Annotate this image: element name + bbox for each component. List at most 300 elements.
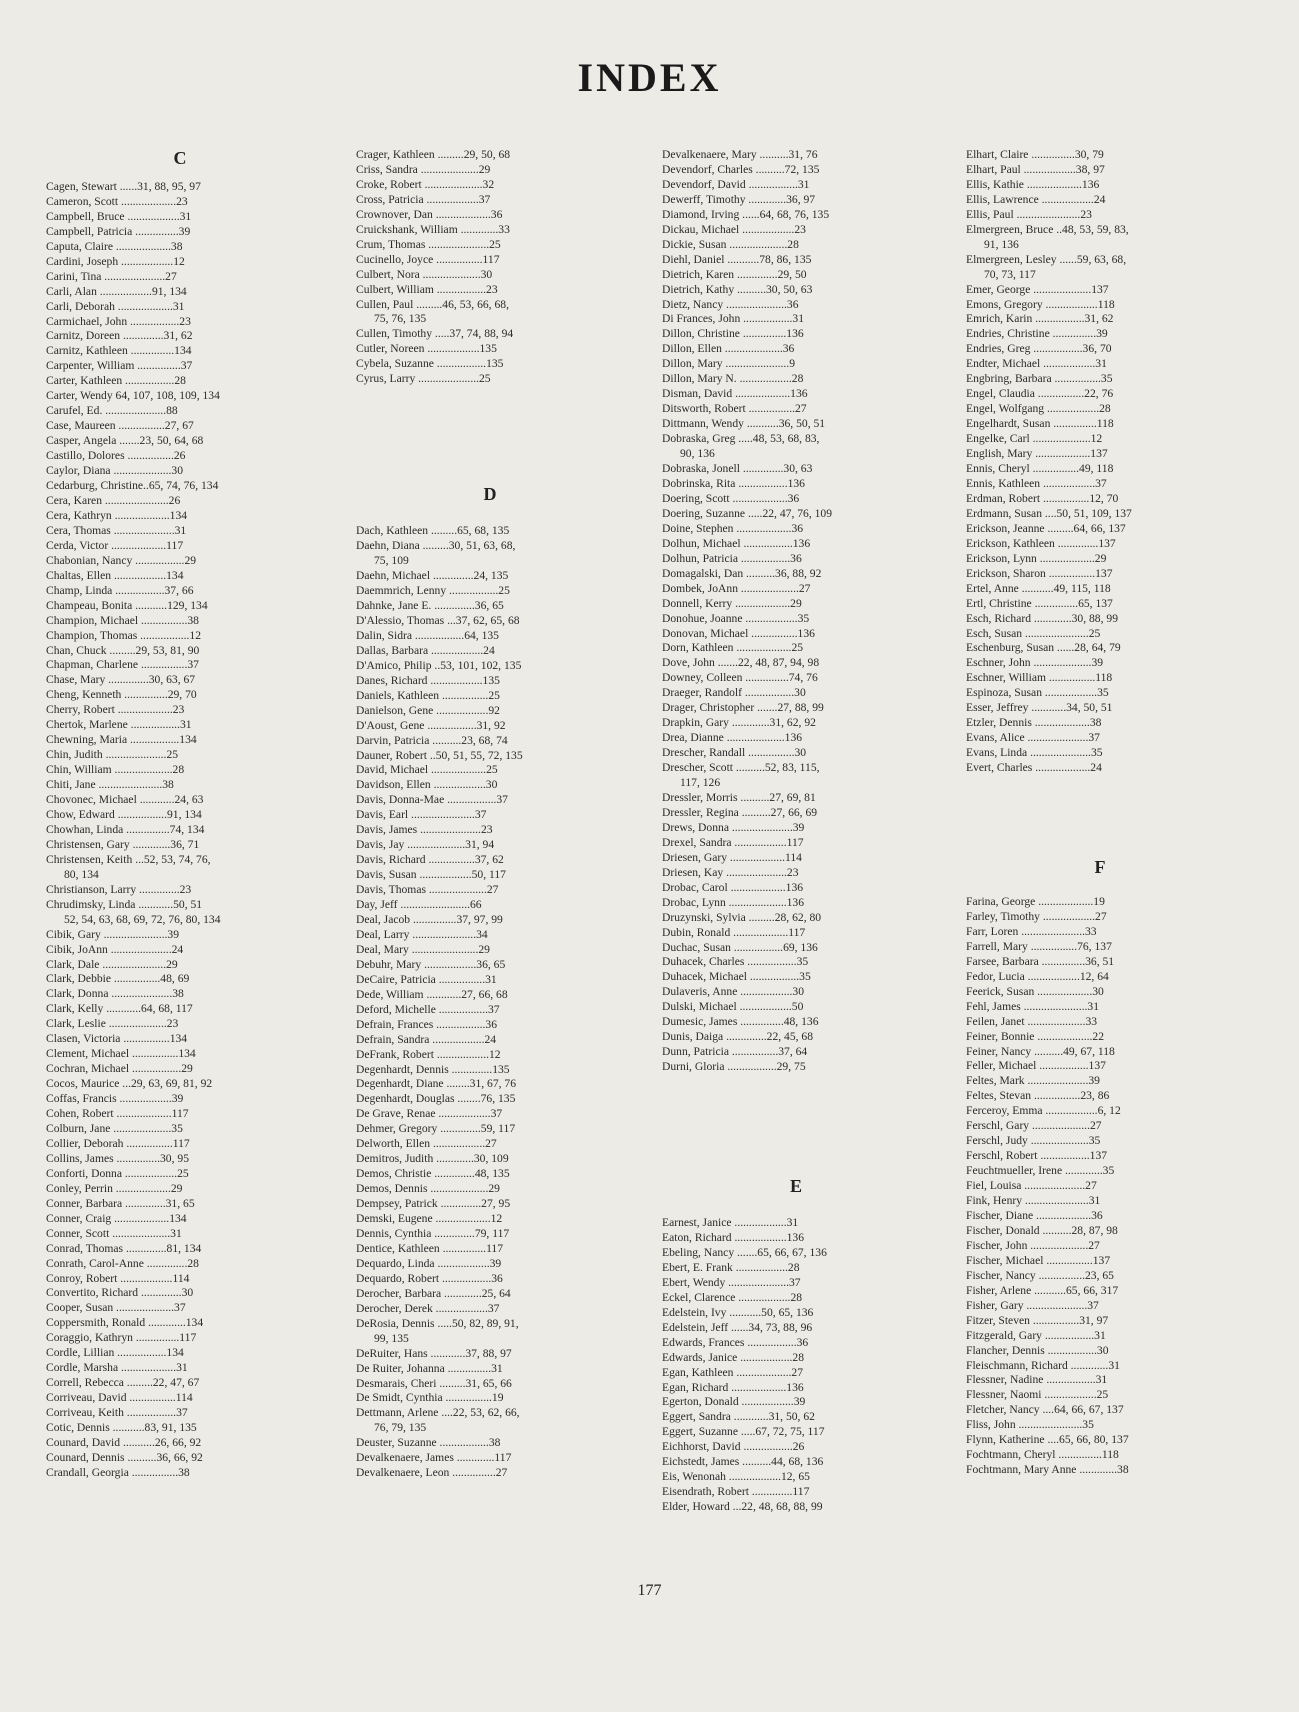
index-entry: Dach, Kathleen .........65, 68, 135 xyxy=(356,524,510,538)
index-entry: Cutler, Noreen ..................135 xyxy=(356,342,497,356)
index-entry: Cordle, Marsha ...................31 xyxy=(46,1361,188,1375)
index-entry: Chiti, Jane ......................38 xyxy=(46,778,174,792)
index-entry: Champeau, Bonita ...........129, 134 xyxy=(46,598,208,612)
index-entry: Conrad, Thomas ..............81, 134 xyxy=(46,1241,202,1255)
index-entry: Fisher, Gary .....................37 xyxy=(966,1298,1099,1312)
index-entry: Farina, George ...................19 xyxy=(966,894,1105,908)
index-entry: D'Amico, Philip ..53, 101, 102, 135 xyxy=(356,658,522,672)
index-entry: Caylor, Diana ....................30 xyxy=(46,464,184,478)
index-entry: Colburn, Jane ....................35 xyxy=(46,1122,183,1135)
index-entry: Eschner, John ....................39 xyxy=(966,656,1104,670)
index-column-2 xyxy=(356,148,624,1481)
index-entry: Fitzgerald, Gary .................31 xyxy=(966,1328,1106,1342)
index-entry: Chow, Edward .................91, 134 xyxy=(46,807,202,821)
index-entry: Espinoza, Susan ..................35 xyxy=(966,686,1109,700)
index-entry: Emer, George ....................137 xyxy=(966,282,1109,296)
index-entry: Davidson, Ellen ..................30 xyxy=(356,778,498,792)
index-entry: Drapkin, Gary .............31, 62, 92 xyxy=(662,716,816,730)
index-entry: Devendorf, Charles ..........72, 135 xyxy=(662,162,820,176)
index-entry: Farr, Loren ......................33 xyxy=(966,924,1097,938)
index-entry: Criss, Sandra ....................29 xyxy=(356,162,491,176)
index-entry: Carnitz, Kathleen ...............134 xyxy=(46,344,192,358)
index-entry-continuation: 90, 136 xyxy=(680,447,715,461)
index-entry: Etzler, Dennis ...................38 xyxy=(966,716,1102,730)
index-entry: Eggert, Suzanne .....67, 72, 75, 117 xyxy=(662,1425,825,1439)
index-entry: Cerda, Victor ...................117 xyxy=(46,538,184,552)
index-entry: Diehl, Daniel ...........78, 86, 135 xyxy=(662,252,812,266)
index-entry: Dickau, Michael ..................23 xyxy=(662,222,806,236)
index-entry: Cocos, Maurice ...29, 63, 69, 81, 92 xyxy=(46,1077,213,1091)
index-entry: Defrain, Frances .................36 xyxy=(356,1017,498,1031)
index-entry: Evans, Alice .....................37 xyxy=(966,731,1100,745)
index-entry: Doering, Scott ...................36 xyxy=(662,491,800,505)
index-entry: Dobraska, Greg .....48, 53, 68, 83, xyxy=(662,432,820,446)
index-entry: Dobraska, Jonell ..............30, 63 xyxy=(662,462,813,476)
index-entry: Fischer, Michael ................137 xyxy=(966,1253,1111,1267)
index-entry: Fischer, Donald ..........28, 87, 98 xyxy=(966,1223,1118,1237)
index-entry: Dressler, Morris ..........27, 69, 81 xyxy=(662,790,816,804)
index-entry: Esch, Susan ......................25 xyxy=(966,626,1101,640)
index-entry: Doering, Suzanne .....22, 47, 76, 109 xyxy=(662,506,833,520)
index-entry: Fischer, Nancy ................23, 65 xyxy=(966,1268,1114,1282)
index-entry: Fletcher, Nancy ....64, 66, 67, 137 xyxy=(966,1403,1124,1417)
index-entry: Farrell, Mary ................76, 137 xyxy=(966,939,1112,953)
index-entry: Donovan, Michael ................136 xyxy=(662,626,815,640)
index-entry: Eichhorst, David .................26 xyxy=(662,1440,805,1454)
index-entry: Clark, Debbie ................48, 69 xyxy=(46,972,190,986)
index-entry: Feller, Michael .................137 xyxy=(966,1059,1106,1073)
index-entry: Degenhardt, Douglas ........76, 135 xyxy=(356,1092,516,1106)
index-entry: Drexel, Sandra ..................117 xyxy=(662,835,804,849)
index-entry: Corriveau, David ................114 xyxy=(46,1391,193,1405)
index-entry: Cullen, Paul .........46, 53, 66, 68, xyxy=(356,297,509,311)
index-entry: Feiner, Nancy ..........49, 67, 118 xyxy=(966,1044,1115,1058)
index-entry: Evans, Linda .....................35 xyxy=(966,746,1103,760)
index-entry-continuation: 80, 134 xyxy=(64,867,99,881)
index-entry: Drager, Christopher .......27, 88, 99 xyxy=(662,701,824,715)
index-entry: DeRosia, Dennis .....50, 82, 89, 91, xyxy=(356,1316,519,1330)
index-entry: Dittmann, Wendy ...........36, 50, 51 xyxy=(662,417,826,431)
index-entry: Chan, Chuck .........29, 53, 81, 90 xyxy=(46,643,200,657)
index-entry: Carter, Kathleen .................28 xyxy=(46,374,186,388)
index-entry: Emons, Gregory ..................118 xyxy=(966,297,1115,311)
index-entry: Conley, Perrin ...................29 xyxy=(46,1181,183,1195)
index-entry: English, Mary ...................137 xyxy=(966,447,1108,461)
index-entry: Dressler, Regina ..........27, 66, 69 xyxy=(662,805,818,819)
index-entry: Fehl, James ......................31 xyxy=(966,999,1099,1013)
index-entry: Fischer, Diane ...................36 xyxy=(966,1209,1103,1222)
index-entry: Donnell, Kerry ...................29 xyxy=(662,596,802,610)
index-entry: Daehn, Diana .........30, 51, 63, 68, xyxy=(356,539,516,553)
index-entry: Demitros, Judith .............30, 109 xyxy=(356,1152,509,1166)
index-entry: Dobrinska, Rita .................136 xyxy=(662,476,805,490)
index-entry: Derocher, Barbara .............25, 64 xyxy=(356,1286,511,1300)
index-entry: Ennis, Cheryl ................49, 118 xyxy=(966,462,1114,476)
index-entry-continuation: 70, 73, 117 xyxy=(984,267,1036,281)
entries-e-continued xyxy=(966,148,1234,776)
index-entry: Egerton, Donald ..................39 xyxy=(662,1395,806,1409)
index-entry: Deal, Jacob ...............37, 97, 99 xyxy=(356,912,503,926)
index-entry: Carufel, Ed. .....................88 xyxy=(46,404,178,418)
index-entry: Convertito, Richard ..............30 xyxy=(46,1286,194,1300)
index-entry: Dulaveris, Anne ..................30 xyxy=(662,985,805,999)
index-entry: Ellis, Kathie ...................136 xyxy=(966,177,1100,191)
index-entry: Cross, Patricia ..................37 xyxy=(356,192,491,206)
index-entry: Cotic, Dennis ...........83, 91, 135 xyxy=(46,1421,197,1435)
index-entry: Esser, Jeffrey ............34, 50, 51 xyxy=(966,701,1113,715)
index-entry: Cera, Karen ......................26 xyxy=(46,493,181,507)
index-entry: Caputa, Claire ...................38 xyxy=(46,239,183,253)
index-entry: Champ, Linda .................37, 66 xyxy=(46,583,194,597)
index-entry: Chaltas, Ellen ..................134 xyxy=(46,568,184,582)
index-entry: Endries, Greg .................36, 70 xyxy=(966,342,1112,356)
index-entry: Demos, Dennis ....................29 xyxy=(356,1182,500,1196)
index-entry: Davis, Donna-Mae .................37 xyxy=(356,793,508,807)
index-entry: Elder, Howard ...22, 48, 68, 88, 99 xyxy=(662,1500,823,1514)
index-entry: Evert, Charles ...................24 xyxy=(966,761,1102,775)
index-entry: Cullen, Timothy .....37, 74, 88, 94 xyxy=(356,327,514,341)
index-entry: Champion, Thomas .................12 xyxy=(46,628,202,642)
index-entry: Engbring, Barbara ................35 xyxy=(966,372,1113,386)
index-entry: Chrudimsky, Linda ............50, 51 xyxy=(46,897,203,911)
index-entry: Engel, Claudia ................22, 76 xyxy=(966,387,1114,401)
index-entry: DeFrank, Robert ..................12 xyxy=(356,1047,501,1061)
index-entry: Draeger, Randolf .................30 xyxy=(662,686,806,700)
index-entry: Drescher, Randall ................30 xyxy=(662,746,807,760)
index-entry: Flancher, Dennis .................30 xyxy=(966,1343,1109,1357)
index-entry: Conroy, Robert ..................114 xyxy=(46,1271,190,1285)
index-entry: Drobac, Lynn ....................136 xyxy=(662,895,805,909)
index-entry: Davis, Earl ......................37 xyxy=(356,808,487,822)
index-entry: Case, Maureen ................27, 67 xyxy=(46,419,194,433)
index-entry: Carmichael, John .................23 xyxy=(46,314,191,328)
index-entry: Ferschl, Judy ....................35 xyxy=(966,1134,1101,1148)
index-entry: Daehn, Michael ..............24, 135 xyxy=(356,569,509,583)
index-entry: Elmergreen, Bruce ..48, 53, 59, 83, xyxy=(966,222,1129,236)
index-entry: Chabonian, Nancy .................29 xyxy=(46,553,197,567)
index-entry: Crandall, Georgia ................38 xyxy=(46,1465,190,1479)
index-entry: Edwards, Janice ..................28 xyxy=(662,1350,804,1364)
index-entry: Collins, James ...............30, 95 xyxy=(46,1151,189,1165)
index-entry: Defrain, Sandra ..................24 xyxy=(356,1032,497,1046)
index-entry: Feuchtmueller, Irene .............35 xyxy=(966,1164,1115,1178)
index-entry: Casper, Angela .......23, 50, 64, 68 xyxy=(46,434,204,448)
index-entry: Endries, Christine ...............39 xyxy=(966,327,1108,341)
index-entry: Fochtmann, Cheryl ...............118 xyxy=(966,1448,1119,1462)
section-heading-d: D xyxy=(483,484,497,505)
index-entry: Dombek, JoAnn ....................27 xyxy=(662,581,811,595)
index-entry: Feltes, Stevan ................23, 86 xyxy=(966,1089,1110,1103)
index-entry: Disman, David ...................136 xyxy=(662,387,808,401)
index-entry: Cruickshank, William .............33 xyxy=(356,222,510,236)
index-entry: De Smidt, Cynthia ................19 xyxy=(356,1391,504,1405)
index-entry: Dorn, Kathleen ...................25 xyxy=(662,641,804,655)
page-number: 177 xyxy=(637,1582,662,1599)
page-title: INDEX xyxy=(577,55,722,100)
index-entry: Chapman, Charlene ................37 xyxy=(46,658,199,672)
index-entry: Dillon, Christine ...............136 xyxy=(662,327,804,341)
index-entry: Carter, Wendy 64, 107, 108, 109, 134 xyxy=(46,389,220,403)
index-entry: Edelstein, Ivy ...........50, 65, 136 xyxy=(662,1305,814,1319)
index-entry: Fink, Henry ......................31 xyxy=(966,1194,1101,1208)
index-entry: Dede, William ............27, 66, 68 xyxy=(356,987,508,1001)
index-entry-continuation: 75, 76, 135 xyxy=(374,312,427,326)
index-entry: Demos, Christie ..............48, 135 xyxy=(356,1167,510,1181)
index-entry: Flessner, Naomi ..................25 xyxy=(966,1388,1109,1402)
index-entry: Carini, Tina .....................27 xyxy=(46,269,177,283)
index-entry: Feiner, Bonnie ...................22 xyxy=(966,1029,1105,1043)
index-entry: Dehmer, Gregory ..............59, 117 xyxy=(356,1122,516,1136)
index-entry: Clement, Michael ................134 xyxy=(46,1047,196,1061)
index-entry: Dumesic, James ...............48, 136 xyxy=(662,1015,819,1029)
section-heading-c: C xyxy=(173,148,187,168)
index-entry: Coppersmith, Ronald .............134 xyxy=(46,1316,204,1330)
index-entry: Daemmrich, Lenny .................25 xyxy=(356,584,510,598)
index-entry: Cibik, JoAnn .....................24 xyxy=(46,942,184,956)
index-entry: Fedor, Lucia ..................12, 64 xyxy=(966,969,1109,983)
index-entry: Cohen, Robert ...................117 xyxy=(46,1107,189,1121)
index-entry: Chertok, Marlene .................31 xyxy=(46,718,192,732)
index-entry: Edwards, Frances .................36 xyxy=(662,1335,809,1349)
index-column-4 xyxy=(966,148,1234,1478)
index-entry: Carli, Alan ..................91, 134 xyxy=(46,284,187,298)
index-entry: Elmergreen, Lesley ......59, 63, 68, xyxy=(966,252,1127,266)
index-entry: Castillo, Dolores ................26 xyxy=(46,449,186,463)
index-entry: Daniels, Kathleen ................25 xyxy=(356,688,500,702)
index-entry: Dahnke, Jane E. ..............36, 65 xyxy=(356,598,504,612)
index-entry: Flessner, Nadine .................31 xyxy=(966,1373,1108,1387)
index-entry: Cardini, Joseph ..................12 xyxy=(46,254,185,268)
index-entry: Dempsey, Patrick ..............27, 95 xyxy=(356,1197,511,1211)
index-entry: Feilen, Janet ....................33 xyxy=(966,1014,1098,1028)
index-entry: Demski, Eugene ...................12 xyxy=(356,1212,503,1226)
index-entry: D'Alessio, Thomas ...37, 62, 65, 68 xyxy=(356,613,520,627)
index-entry: Christianson, Larry ..............23 xyxy=(46,882,192,896)
index-entry: Chin, William ....................28 xyxy=(46,763,185,777)
index-entry: Eschenburg, Susan ......28, 64, 79 xyxy=(966,641,1121,655)
index-entry: Dietrich, Kathy ..........30, 50, 63 xyxy=(662,282,813,296)
index-entry: Engel, Wolfgang ..................28 xyxy=(966,402,1111,416)
index-entry: Ebeling, Nancy .......65, 66, 67, 136 xyxy=(662,1245,827,1259)
index-entry: Fochtmann, Mary Anne .............38 xyxy=(966,1463,1129,1477)
index-entry: Duhacek, Charles .................35 xyxy=(662,955,809,969)
index-entry: Cibik, Gary ......................39 xyxy=(46,927,179,941)
index-entry: Farley, Timothy ..................27 xyxy=(966,909,1107,923)
index-entry: Fischer, John ....................27 xyxy=(966,1238,1100,1252)
index-entry: Desmarais, Cheri .........31, 65, 66 xyxy=(356,1376,512,1390)
index-entry: Drobac, Carol ...................136 xyxy=(662,880,804,894)
index-entry: Dunn, Patricia ................37, 64 xyxy=(662,1045,808,1059)
index-entry: Cybela, Suzanne .................135 xyxy=(356,357,504,371)
index-entry: Carli, Deborah ...................31 xyxy=(46,299,185,313)
index-entry: Christensen, Gary .............36, 71 xyxy=(46,837,200,851)
index-entry: Ferceroy, Emma ..................6, 12 xyxy=(966,1104,1121,1118)
index-entry: Endter, Michael ..................31 xyxy=(966,357,1107,371)
index-entry: Champion, Michael ................38 xyxy=(46,613,199,627)
index-entry: Dennis, Cynthia ..............79, 117 xyxy=(356,1227,510,1240)
index-column-3 xyxy=(662,148,930,1515)
index-entry-continuation: 52, 54, 63, 68, 69, 72, 76, 80, 134 xyxy=(64,912,221,926)
index-entry: Counard, Dennis ..........36, 66, 92 xyxy=(46,1450,203,1464)
index-entry: Cordle, Lillian .................134 xyxy=(46,1346,184,1360)
index-entry: Coraggio, Kathryn ...............117 xyxy=(46,1331,197,1345)
index-entry: Clark, Leslie ....................23 xyxy=(46,1017,179,1031)
index-entry: Dickie, Susan ....................28 xyxy=(662,237,799,251)
index-entry: Carpenter, William ...............37 xyxy=(46,359,193,373)
index-entry: Cyrus, Larry .....................25 xyxy=(356,372,491,386)
index-entry: Egan, Richard ...................136 xyxy=(662,1380,804,1394)
index-entry: Fisher, Arlene ...........65, 66, 317 xyxy=(966,1283,1119,1297)
index-entry: Dulski, Michael ..................50 xyxy=(662,1000,804,1014)
index-entry: Crum, Thomas .....................25 xyxy=(356,237,501,251)
index-entry: DeCaire, Patricia ................31 xyxy=(356,972,497,986)
index-entry: Engelke, Carl ....................12 xyxy=(966,432,1103,446)
index-entry: Devendorf, David .................31 xyxy=(662,177,810,191)
index-entry: Eichstedt, James ..........44, 68, 136 xyxy=(662,1455,824,1469)
index-entry: Ditsworth, Robert ................27 xyxy=(662,402,807,416)
entries-f xyxy=(966,895,1234,1478)
index-entry: Clark, Kelly ............64, 68, 117 xyxy=(46,1002,193,1016)
index-entry: Eaton, Richard ..................136 xyxy=(662,1231,805,1244)
index-entry: Duhacek, Michael .................35 xyxy=(662,970,811,984)
index-entry: Davis, Richard ................37, 62 xyxy=(356,853,504,867)
index-entry: Dunis, Daiga ..............22, 45, 68 xyxy=(662,1030,814,1044)
index-entry: Elhart, Paul ..................38, 97 xyxy=(966,162,1105,176)
index-entry: Feltes, Mark .....................39 xyxy=(966,1074,1100,1088)
index-entry: Crager, Kathleen .........29, 50, 68 xyxy=(356,148,511,161)
index-entry: Cera, Kathryn ...................134 xyxy=(46,508,188,522)
index-entry: Dietz, Nancy .....................36 xyxy=(662,297,799,311)
index-entry: Day, Jeff ........................66 xyxy=(356,898,482,912)
index-entry: Ellis, Paul ......................23 xyxy=(966,207,1092,221)
index-entry: Dolhun, Patricia .................36 xyxy=(662,551,802,565)
index-entry: Devalkenaere, Leon ...............27 xyxy=(356,1466,508,1480)
index-entry: Di Frances, John .................31 xyxy=(662,312,805,326)
index-entry: Conforti, Donna ..................25 xyxy=(46,1166,189,1180)
index-entry: Feerick, Susan ...................30 xyxy=(966,984,1104,998)
index-entry: Carnitz, Doreen ..............31, 62 xyxy=(46,329,193,343)
index-entry: Esch, Richard .............30, 88, 99 xyxy=(966,611,1118,625)
index-entry: Chewning, Maria .................134 xyxy=(46,733,197,747)
entries-e xyxy=(662,1216,930,1515)
index-entry: Coffas, Francis ..................39 xyxy=(46,1092,184,1106)
index-entry: Deford, Michelle .................37 xyxy=(356,1002,500,1016)
index-entry: Counard, David ...........26, 66, 92 xyxy=(46,1436,202,1450)
index-entry: Dolhun, Michael .................136 xyxy=(662,536,811,550)
index-entry: Collier, Deborah ................117 xyxy=(46,1136,190,1150)
index-entry: Fiel, Louisa .....................27 xyxy=(966,1179,1097,1193)
index-entry: Downey, Colleen ...............74, 76 xyxy=(662,671,818,685)
entries-c-continued xyxy=(356,148,624,387)
index-entry: Culbert, Nora ....................30 xyxy=(356,267,493,281)
index-entry: Cooper, Susan ....................37 xyxy=(46,1301,186,1315)
index-entry: Eschner, William ................118 xyxy=(966,671,1113,685)
index-entry: Chase, Mary ..............30, 63, 67 xyxy=(46,673,196,687)
index-entry: Campbell, Patricia ...............39 xyxy=(46,224,191,238)
index-entry: Davis, Thomas ....................27 xyxy=(356,883,499,897)
index-entry: Driesen, Gary ...................114 xyxy=(662,850,802,864)
index-entry: Clark, Dale ......................29 xyxy=(46,957,178,971)
index-entry: Chovonec, Michael ............24, 63 xyxy=(46,793,204,807)
index-entry: Davis, James .....................23 xyxy=(356,823,493,837)
index-entry: Clark, Donna .....................38 xyxy=(46,987,184,1001)
index-entry: Delworth, Ellen ..................27 xyxy=(356,1137,497,1151)
index-entry: Dequardo, Robert .................36 xyxy=(356,1271,503,1285)
index-entry: Eis, Wenonah ..................12, 65 xyxy=(662,1470,810,1484)
index-entry: Druzynski, Sylvia .........28, 62, 80 xyxy=(662,910,822,924)
index-entry: Cedarburg, Christine..65, 74, 76, 134 xyxy=(46,479,219,493)
entries-c xyxy=(46,180,314,1481)
index-entry: Cera, Thomas .....................31 xyxy=(46,523,187,537)
index-entry: Dove, John .......22, 48, 87, 94, 98 xyxy=(662,656,820,670)
index-entry: Ferschl, Robert .................137 xyxy=(966,1149,1108,1163)
index-entry: Crownover, Dan ...................36 xyxy=(356,207,503,221)
index-entry: DeRuiter, Hans ............37, 88, 97 xyxy=(356,1346,512,1360)
index-entry: Dentice, Kathleen ...............117 xyxy=(356,1241,504,1255)
index-entry: Danielson, Gene ..................92 xyxy=(356,703,500,717)
index-column-1 xyxy=(46,148,314,1481)
index-entry: Dubin, Ronald ...................117 xyxy=(662,925,806,939)
index-entry: Erdman, Robert ................12, 70 xyxy=(966,491,1119,505)
index-entry: Culbert, William .................23 xyxy=(356,282,498,296)
index-entry: Erickson, Kathleen ..............137 xyxy=(966,536,1116,550)
index-entry: Driesen, Kay .....................23 xyxy=(662,865,799,879)
index-entry: Deal, Larry ......................34 xyxy=(356,927,488,941)
index-entry: Duchac, Susan .................69, 136 xyxy=(662,940,818,954)
index-entry: Drea, Dianne ....................136 xyxy=(662,731,803,745)
index-entry: Dauner, Robert ..50, 51, 55, 72, 135 xyxy=(356,748,523,762)
index-entry: Erickson, Sharon ................137 xyxy=(966,566,1113,580)
index-entry: Cagen, Stewart ......31, 88, 95, 97 xyxy=(46,179,201,193)
index-entry: Darvin, Patricia ..........23, 68, 74 xyxy=(356,733,508,747)
index-entry: Devalkenaere, James .............117 xyxy=(356,1451,512,1465)
index-entry: Doine, Stephen ...................36 xyxy=(662,521,804,535)
index-entry: Croke, Robert ....................32 xyxy=(356,177,495,191)
index-entry: Earnest, Janice ..................31 xyxy=(662,1216,799,1230)
index-entry: Ertl, Christine ...............65, 137 xyxy=(966,596,1113,610)
index-entry: Fitzer, Steven ................31, 97 xyxy=(966,1313,1109,1327)
index-entry: Dewerff, Timothy .............36, 97 xyxy=(662,192,816,206)
index-entry: De Grave, Renae ..................37 xyxy=(356,1107,503,1121)
index-entry: Cheng, Kenneth ...............29, 70 xyxy=(46,688,197,702)
index-entry: Ebert, Wendy .....................37 xyxy=(662,1275,801,1289)
index-entry: Ferschl, Gary ....................27 xyxy=(966,1119,1102,1133)
index-entry: Deal, Mary .......................29 xyxy=(356,942,490,956)
index-entry: Christensen, Keith ...52, 53, 74, 76, xyxy=(46,852,211,866)
index-entry: De Ruiter, Johanna ...............31 xyxy=(356,1361,503,1375)
index-entry: David, Michael ...................25 xyxy=(356,763,498,777)
index-entry: Fliss, John ......................35 xyxy=(966,1418,1094,1432)
index-entry: Diamond, Irving ......64, 68, 76, 135 xyxy=(662,207,830,221)
index-entry: Devalkenaere, Mary ..........31, 76 xyxy=(662,148,818,161)
section-heading-e: E xyxy=(789,1176,802,1197)
index-entry: Cherry, Robert ...................23 xyxy=(46,703,185,717)
index-entry: Dallas, Barbara ..................24 xyxy=(356,643,495,657)
index-entry: Emrich, Karin .................31, 62 xyxy=(966,312,1114,326)
index-entry: Donohue, Joanne ..................35 xyxy=(662,611,810,625)
index-entry: Chowhan, Linda ...............74, 134 xyxy=(46,822,205,836)
index-entry: Erdmann, Susan ....50, 51, 109, 137 xyxy=(966,506,1132,520)
index-entry: Derocher, Derek ..................37 xyxy=(356,1301,500,1315)
index-entry: Drews, Donna .....................39 xyxy=(662,820,805,834)
index-entry: Eggert, Sandra ............31, 50, 62 xyxy=(662,1410,815,1424)
index-entry: Erickson, Lynn ...................29 xyxy=(966,551,1107,565)
index-entry: Conner, Craig ...................134 xyxy=(46,1211,187,1225)
index-entry: Correll, Rebecca .........22, 47, 67 xyxy=(46,1376,200,1390)
index-entry: Degenhardt, Dennis ..............135 xyxy=(356,1062,510,1076)
index-entry: Dillon, Mary ......................9 xyxy=(662,357,795,371)
index-entry: Campbell, Bruce ..................31 xyxy=(46,209,192,223)
